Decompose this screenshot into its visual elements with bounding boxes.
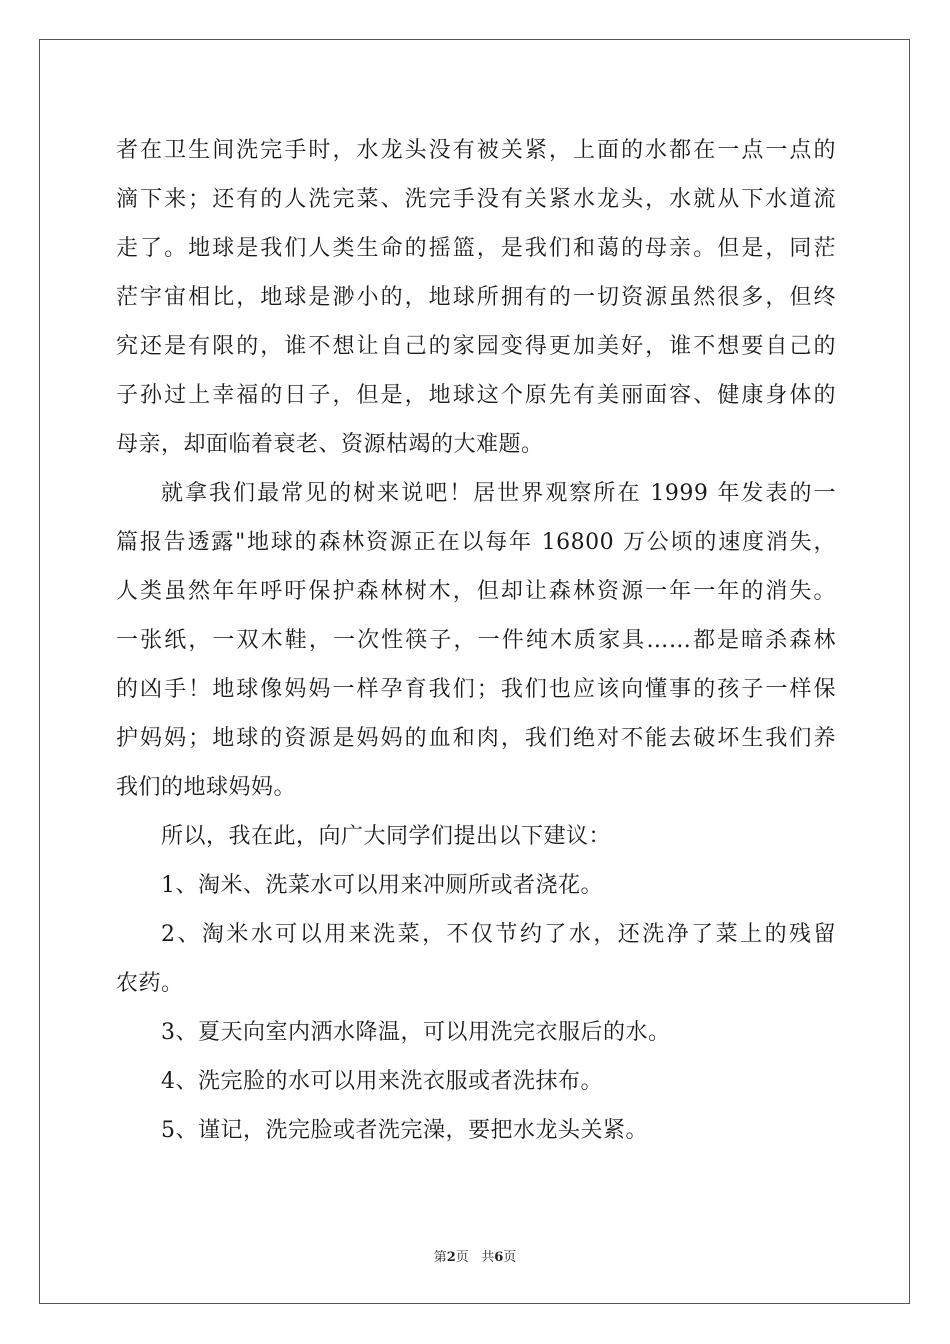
text-line: 人类虽然年年呼吁保护森林树木，但却让森林资源一年一年的消失。 bbox=[116, 579, 836, 604]
text-line: 子孙过上幸福的日子，但是，地球这个原先有美丽面容、健康身体的 bbox=[116, 383, 836, 408]
text-line: 篇报告透露"地球的森林资源正在以每年 16800 万公顷的速度消失， bbox=[116, 530, 836, 555]
text-line: 走了。地球是我们人类生命的摇篮，是我们和蔼的母亲。但是，同茫 bbox=[116, 236, 836, 261]
document-body bbox=[116, 126, 836, 1155]
suggestion-intro: 所以，我在此，向广大同学们提出以下建议： bbox=[161, 824, 612, 849]
suggestion-item: 1、淘米、洗菜水可以用来冲厕所或者浇花。 bbox=[161, 873, 603, 898]
suggestion-item-continued: 农药。 bbox=[116, 971, 184, 996]
text-line: 母亲，却面临着衰老、资源枯竭的大难题。 bbox=[116, 432, 544, 457]
total-prefix: 共 bbox=[481, 1250, 495, 1265]
text-line: 究还是有限的，谁不想让自己的家园变得更加美好，谁不想要自己的 bbox=[116, 334, 836, 359]
suggestion-item: 5、谨记，洗完脸或者洗完澡，要把水龙头关紧。 bbox=[161, 1118, 648, 1143]
page-number: 2 bbox=[446, 1250, 456, 1265]
total-suffix: 页 bbox=[503, 1250, 517, 1265]
suggestion-item: 4、洗完脸的水可以用来洗衣服或者洗抹布。 bbox=[161, 1069, 603, 1094]
page-prefix: 第 bbox=[433, 1250, 447, 1265]
suggestion-item: 2、淘米水可以用来洗菜，不仅节约了水，还洗净了菜上的残留 bbox=[161, 922, 836, 947]
page-suffix: 页 bbox=[455, 1250, 469, 1265]
text-line: 一张纸，一双木鞋，一次性筷子，一件纯木质家具……都是暗杀森林 bbox=[116, 628, 836, 653]
page-footer bbox=[0, 1246, 950, 1265]
text-line: 护妈妈；地球的资源是妈妈的血和肉，我们绝对不能去破坏生我们养 bbox=[116, 726, 836, 751]
suggestion-item: 3、夏天向室内洒水降温，可以用洗完衣服后的水。 bbox=[161, 1020, 671, 1045]
text-line: 的凶手！地球像妈妈一样孕育我们；我们也应该向懂事的孩子一样保 bbox=[116, 677, 836, 702]
text-line: 就拿我们最常见的树来说吧！居世界观察所在 1999 年发表的一 bbox=[161, 481, 836, 506]
text-line: 我们的地球妈妈。 bbox=[116, 775, 297, 800]
text-line: 滴下来；还有的人洗完菜、洗完手没有关紧水龙头，水就从下水道流 bbox=[116, 187, 836, 212]
total-pages: 6 bbox=[494, 1250, 504, 1265]
text-line: 茫宇宙相比，地球是渺小的，地球所拥有的一切资源虽然很多，但终 bbox=[116, 285, 836, 310]
text-line: 者在卫生间洗完手时，水龙头没有被关紧，上面的水都在一点一点的 bbox=[116, 138, 836, 163]
